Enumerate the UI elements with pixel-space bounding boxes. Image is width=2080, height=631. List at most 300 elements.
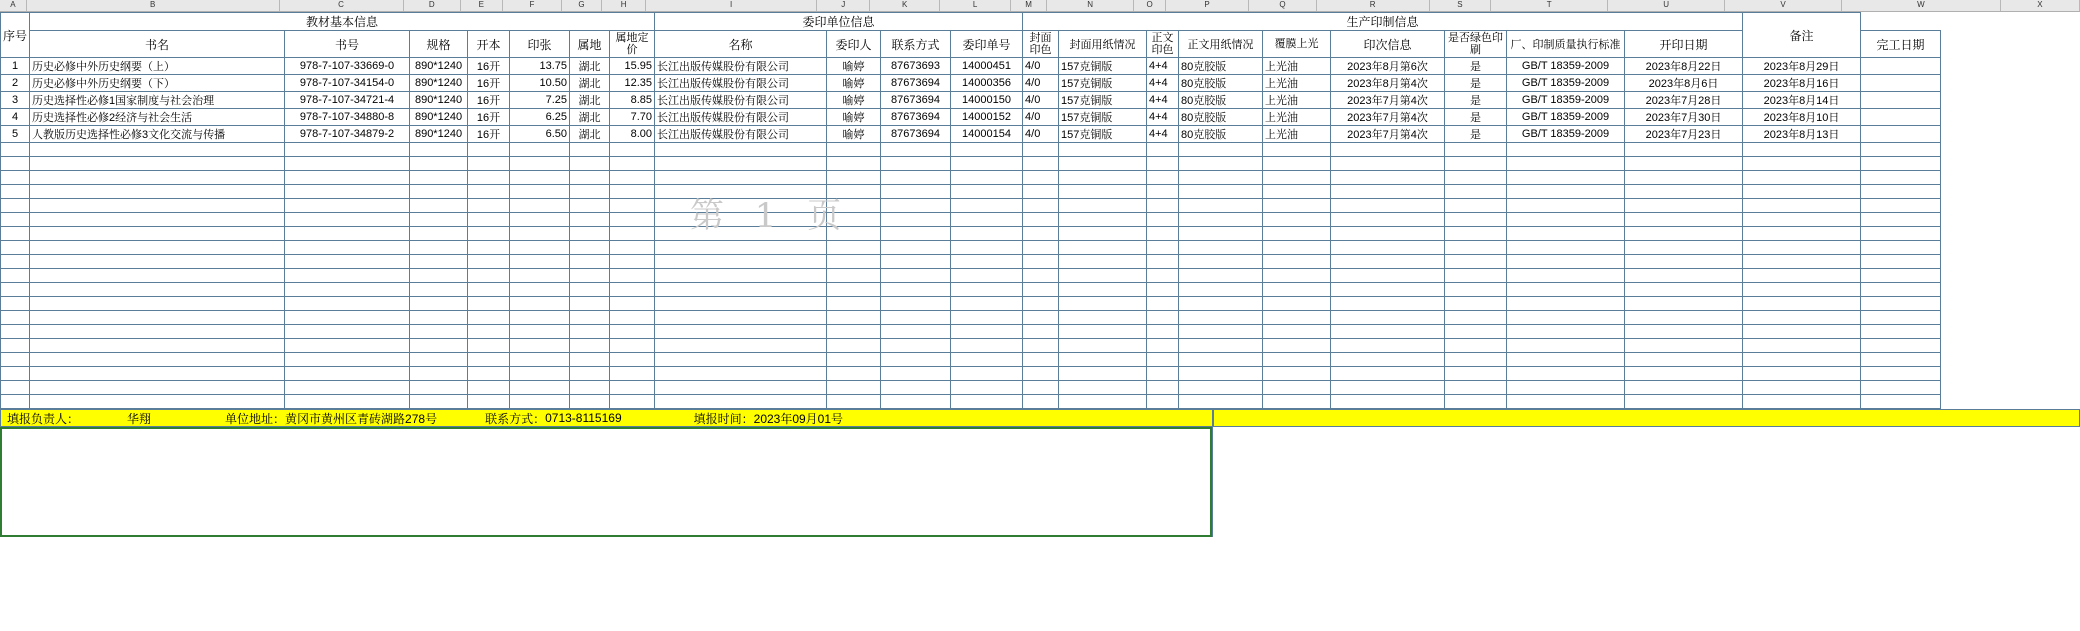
cell-empty[interactable]	[1, 157, 30, 171]
cell-empty[interactable]	[1507, 339, 1625, 353]
column-header-N[interactable]: N	[1047, 0, 1134, 11]
cell-local-price[interactable]: 8.00	[610, 126, 655, 143]
cell-empty[interactable]	[468, 297, 510, 311]
cell-empty[interactable]	[285, 213, 410, 227]
cell-empty[interactable]	[1331, 241, 1445, 255]
cell-client-name[interactable]: 长江出版传媒股份有限公司	[655, 126, 827, 143]
cell-remark[interactable]	[1861, 126, 1941, 143]
cell-empty[interactable]	[30, 241, 285, 255]
cell-empty[interactable]	[468, 143, 510, 157]
cell-contact[interactable]: 87673694	[881, 75, 951, 92]
cell-contact[interactable]: 87673694	[881, 92, 951, 109]
cell-empty[interactable]	[570, 283, 610, 297]
column-header-P[interactable]: P	[1166, 0, 1249, 11]
cell-empty[interactable]	[285, 143, 410, 157]
cell-empty[interactable]	[1263, 311, 1331, 325]
table-row[interactable]	[1, 75, 1941, 92]
cell-empty[interactable]	[285, 297, 410, 311]
cell-empty[interactable]	[1, 325, 30, 339]
cell-empty[interactable]	[951, 255, 1023, 269]
cell-empty[interactable]	[1023, 143, 1059, 157]
cell-empty[interactable]	[30, 171, 285, 185]
cell-empty[interactable]	[468, 255, 510, 269]
cell-empty[interactable]	[610, 339, 655, 353]
cell-empty[interactable]	[1023, 213, 1059, 227]
cell-empty[interactable]	[468, 213, 510, 227]
cell-empty[interactable]	[1179, 297, 1263, 311]
cell-local-price[interactable]: 12.35	[610, 75, 655, 92]
cell-empty[interactable]	[1507, 199, 1625, 213]
table-row-empty[interactable]	[1, 143, 1941, 157]
cell-empty[interactable]	[468, 339, 510, 353]
cell-sheets[interactable]: 7.25	[510, 92, 570, 109]
cell-empty[interactable]	[881, 185, 951, 199]
cell-empty[interactable]	[1263, 297, 1331, 311]
cell-empty[interactable]	[1445, 143, 1507, 157]
cell-empty[interactable]	[1625, 241, 1743, 255]
cell-empty[interactable]	[510, 325, 570, 339]
cell-empty[interactable]	[1, 395, 30, 409]
cell-empty[interactable]	[951, 367, 1023, 381]
cell-empty[interactable]	[1, 185, 30, 199]
cell-empty[interactable]	[570, 255, 610, 269]
cell-empty[interactable]	[827, 227, 881, 241]
cell-empty[interactable]	[1445, 297, 1507, 311]
cell-empty[interactable]	[881, 339, 951, 353]
cell-empty[interactable]	[1861, 157, 1941, 171]
column-header-row[interactable]	[0, 0, 2080, 12]
cell-empty[interactable]	[285, 311, 410, 325]
cell-empty[interactable]	[1445, 171, 1507, 185]
cell-empty[interactable]	[570, 311, 610, 325]
cell-empty[interactable]	[1445, 199, 1507, 213]
cell-book-name[interactable]: 历史选择性必修1国家制度与社会治理	[30, 92, 285, 109]
cell-book-name[interactable]: 人教版历史选择性必修3文化交流与传播	[30, 126, 285, 143]
cell-empty[interactable]	[1331, 185, 1445, 199]
cell-empty[interactable]	[30, 367, 285, 381]
cell-green-print[interactable]: 是	[1445, 109, 1507, 126]
cell-seq[interactable]: 1	[1, 58, 30, 75]
table-row-empty[interactable]	[1, 227, 1941, 241]
cell-empty[interactable]	[1331, 297, 1445, 311]
cell-book-number[interactable]: 978-7-107-34879-2	[285, 126, 410, 143]
cell-empty[interactable]	[410, 325, 468, 339]
cell-empty[interactable]	[510, 255, 570, 269]
table-row-empty[interactable]	[1, 283, 1941, 297]
cell-agent[interactable]: 喻婷	[827, 109, 881, 126]
cell-empty[interactable]	[1059, 255, 1147, 269]
cell-empty[interactable]	[1, 255, 30, 269]
cell-empty[interactable]	[570, 395, 610, 409]
cell-empty[interactable]	[570, 367, 610, 381]
cell-empty[interactable]	[1625, 255, 1743, 269]
cell-empty[interactable]	[1, 311, 30, 325]
cell-empty[interactable]	[1, 143, 30, 157]
cell-order-no[interactable]: 14000152	[951, 109, 1023, 126]
cell-empty[interactable]	[1625, 325, 1743, 339]
cell-empty[interactable]	[510, 199, 570, 213]
cell-book-number[interactable]: 978-7-107-34721-4	[285, 92, 410, 109]
cell-empty[interactable]	[468, 395, 510, 409]
cell-empty[interactable]	[1147, 381, 1179, 395]
cell-format[interactable]: 16开	[468, 58, 510, 75]
cell-cover-color[interactable]: 4/0	[1023, 75, 1059, 92]
cell-local-price[interactable]: 15.95	[610, 58, 655, 75]
cell-empty[interactable]	[285, 241, 410, 255]
column-header-E[interactable]: E	[461, 0, 503, 11]
cell-empty[interactable]	[410, 227, 468, 241]
cell-empty[interactable]	[410, 157, 468, 171]
column-header-I[interactable]: I	[646, 0, 817, 11]
cell-spec[interactable]: 890*1240	[410, 75, 468, 92]
cell-agent[interactable]: 喻婷	[827, 92, 881, 109]
cell-empty[interactable]	[1861, 297, 1941, 311]
cell-empty[interactable]	[30, 283, 285, 297]
cell-empty[interactable]	[1023, 227, 1059, 241]
cell-empty[interactable]	[1331, 339, 1445, 353]
cell-empty[interactable]	[570, 339, 610, 353]
cell-empty[interactable]	[1179, 185, 1263, 199]
cell-finish-date[interactable]: 2023年8月13日	[1743, 126, 1861, 143]
cell-cover-paper[interactable]: 157克铜版	[1059, 126, 1147, 143]
cell-empty[interactable]	[610, 157, 655, 171]
cell-empty[interactable]	[410, 311, 468, 325]
cell-contact[interactable]: 87673694	[881, 126, 951, 143]
cell-empty[interactable]	[1023, 199, 1059, 213]
cell-client-name[interactable]: 长江出版传媒股份有限公司	[655, 58, 827, 75]
cell-empty[interactable]	[1179, 171, 1263, 185]
cell-empty[interactable]	[1331, 269, 1445, 283]
cell-book-number[interactable]: 978-7-107-34880-8	[285, 109, 410, 126]
cell-empty[interactable]	[1, 297, 30, 311]
cell-empty[interactable]	[510, 157, 570, 171]
cell-empty[interactable]	[881, 311, 951, 325]
cell-empty[interactable]	[30, 269, 285, 283]
cell-empty[interactable]	[410, 339, 468, 353]
cell-book-number[interactable]: 978-7-107-33669-0	[285, 58, 410, 75]
cell-empty[interactable]	[1059, 283, 1147, 297]
cell-empty[interactable]	[30, 143, 285, 157]
cell-empty[interactable]	[1507, 227, 1625, 241]
cell-start-date[interactable]: 2023年8月22日	[1625, 58, 1743, 75]
cell-green-print[interactable]: 是	[1445, 58, 1507, 75]
cell-empty[interactable]	[510, 395, 570, 409]
cell-spec[interactable]: 890*1240	[410, 58, 468, 75]
cell-empty[interactable]	[951, 157, 1023, 171]
cell-empty[interactable]	[1861, 381, 1941, 395]
cell-empty[interactable]	[1, 381, 30, 395]
cell-empty[interactable]	[1147, 395, 1179, 409]
cell-empty[interactable]	[1147, 325, 1179, 339]
cell-empty[interactable]	[1263, 157, 1331, 171]
cell-empty[interactable]	[610, 143, 655, 157]
cell-empty[interactable]	[1445, 325, 1507, 339]
cell-empty[interactable]	[1861, 325, 1941, 339]
cell-empty[interactable]	[468, 353, 510, 367]
cell-empty[interactable]	[1625, 297, 1743, 311]
cell-empty[interactable]	[1861, 143, 1941, 157]
cell-empty[interactable]	[1023, 381, 1059, 395]
cell-empty[interactable]	[410, 241, 468, 255]
cell-empty[interactable]	[30, 227, 285, 241]
cell-empty[interactable]	[468, 283, 510, 297]
cell-empty[interactable]	[30, 185, 285, 199]
cell-empty[interactable]	[881, 325, 951, 339]
cell-empty[interactable]	[881, 171, 951, 185]
cell-empty[interactable]	[1507, 381, 1625, 395]
cell-empty[interactable]	[1, 199, 30, 213]
cell-empty[interactable]	[827, 367, 881, 381]
cell-empty[interactable]	[285, 171, 410, 185]
cell-empty[interactable]	[1059, 311, 1147, 325]
cell-empty[interactable]	[1023, 353, 1059, 367]
cell-empty[interactable]	[1743, 269, 1861, 283]
cell-empty[interactable]	[951, 185, 1023, 199]
cell-start-date[interactable]: 2023年8月6日	[1625, 75, 1743, 92]
cell-empty[interactable]	[655, 367, 827, 381]
column-header-G[interactable]: G	[562, 0, 602, 11]
cell-empty[interactable]	[1743, 353, 1861, 367]
cell-empty[interactable]	[510, 283, 570, 297]
cell-empty[interactable]	[1861, 241, 1941, 255]
cell-empty[interactable]	[1179, 157, 1263, 171]
cell-empty[interactable]	[468, 157, 510, 171]
cell-remark[interactable]	[1861, 75, 1941, 92]
cell-empty[interactable]	[1147, 269, 1179, 283]
cell-empty[interactable]	[610, 171, 655, 185]
cell-empty[interactable]	[827, 185, 881, 199]
cell-empty[interactable]	[881, 283, 951, 297]
cell-empty[interactable]	[1263, 213, 1331, 227]
cell-empty[interactable]	[468, 185, 510, 199]
cell-empty[interactable]	[655, 227, 827, 241]
cell-empty[interactable]	[827, 157, 881, 171]
cell-empty[interactable]	[655, 157, 827, 171]
cell-empty[interactable]	[510, 339, 570, 353]
cell-empty[interactable]	[1507, 395, 1625, 409]
cell-empty[interactable]	[1743, 227, 1861, 241]
cell-empty[interactable]	[1, 171, 30, 185]
cell-empty[interactable]	[468, 311, 510, 325]
column-header-J[interactable]: J	[817, 0, 871, 11]
table-row[interactable]	[1, 126, 1941, 143]
cell-empty[interactable]	[1179, 143, 1263, 157]
cell-empty[interactable]	[510, 297, 570, 311]
cell-empty[interactable]	[655, 213, 827, 227]
cell-empty[interactable]	[1861, 269, 1941, 283]
notes-box[interactable]	[0, 427, 1212, 537]
cell-empty[interactable]	[285, 185, 410, 199]
cell-empty[interactable]	[1625, 339, 1743, 353]
cell-empty[interactable]	[30, 339, 285, 353]
cell-empty[interactable]	[570, 353, 610, 367]
cell-start-date[interactable]: 2023年7月30日	[1625, 109, 1743, 126]
cell-empty[interactable]	[1507, 297, 1625, 311]
cell-print-batch[interactable]: 2023年8月第4次	[1331, 75, 1445, 92]
cell-empty[interactable]	[610, 311, 655, 325]
cell-book-name[interactable]: 历史必修中外历史纲要（下）	[30, 75, 285, 92]
cell-client-name[interactable]: 长江出版传媒股份有限公司	[655, 75, 827, 92]
cell-empty[interactable]	[1059, 227, 1147, 241]
cell-empty[interactable]	[1331, 157, 1445, 171]
table-row-empty[interactable]	[1, 199, 1941, 213]
cell-cover-paper[interactable]: 157克铜版	[1059, 58, 1147, 75]
cell-empty[interactable]	[30, 325, 285, 339]
cell-empty[interactable]	[1743, 367, 1861, 381]
cell-empty[interactable]	[827, 339, 881, 353]
cell-empty[interactable]	[1179, 199, 1263, 213]
cell-cover-color[interactable]: 4/0	[1023, 58, 1059, 75]
cell-empty[interactable]	[1023, 339, 1059, 353]
cell-empty[interactable]	[1445, 255, 1507, 269]
cell-empty[interactable]	[655, 185, 827, 199]
cell-empty[interactable]	[1743, 199, 1861, 213]
cell-client-name[interactable]: 长江出版传媒股份有限公司	[655, 109, 827, 126]
cell-empty[interactable]	[468, 367, 510, 381]
cell-order-no[interactable]: 14000356	[951, 75, 1023, 92]
cell-empty[interactable]	[1625, 185, 1743, 199]
cell-empty[interactable]	[610, 255, 655, 269]
cell-finish-date[interactable]: 2023年8月10日	[1743, 109, 1861, 126]
cell-empty[interactable]	[881, 255, 951, 269]
column-header-C[interactable]: C	[280, 0, 404, 11]
cell-empty[interactable]	[1023, 325, 1059, 339]
cell-empty[interactable]	[1147, 213, 1179, 227]
cell-print-batch[interactable]: 2023年8月第6次	[1331, 58, 1445, 75]
table-row-empty[interactable]	[1, 367, 1941, 381]
cell-sheets[interactable]: 10.50	[510, 75, 570, 92]
cell-empty[interactable]	[1, 283, 30, 297]
cell-empty[interactable]	[285, 339, 410, 353]
cell-empty[interactable]	[655, 381, 827, 395]
cell-empty[interactable]	[570, 157, 610, 171]
cell-empty[interactable]	[827, 325, 881, 339]
cell-empty[interactable]	[655, 199, 827, 213]
cell-empty[interactable]	[1023, 395, 1059, 409]
cell-empty[interactable]	[1059, 381, 1147, 395]
cell-empty[interactable]	[610, 213, 655, 227]
cell-empty[interactable]	[285, 325, 410, 339]
cell-empty[interactable]	[1147, 171, 1179, 185]
cell-empty[interactable]	[1743, 395, 1861, 409]
cell-empty[interactable]	[285, 395, 410, 409]
cell-empty[interactable]	[1743, 339, 1861, 353]
cell-empty[interactable]	[285, 199, 410, 213]
cell-empty[interactable]	[951, 311, 1023, 325]
cell-empty[interactable]	[610, 227, 655, 241]
cell-empty[interactable]	[1023, 185, 1059, 199]
cell-empty[interactable]	[510, 213, 570, 227]
cell-empty[interactable]	[1179, 367, 1263, 381]
cell-empty[interactable]	[1331, 395, 1445, 409]
cell-empty[interactable]	[1147, 311, 1179, 325]
cell-empty[interactable]	[655, 143, 827, 157]
cell-empty[interactable]	[30, 213, 285, 227]
cell-empty[interactable]	[285, 381, 410, 395]
cell-empty[interactable]	[655, 395, 827, 409]
cell-empty[interactable]	[570, 171, 610, 185]
cell-empty[interactable]	[655, 255, 827, 269]
cell-finish-date[interactable]: 2023年8月29日	[1743, 58, 1861, 75]
column-header-D[interactable]: D	[404, 0, 462, 11]
cell-empty[interactable]	[1625, 353, 1743, 367]
cell-seq[interactable]: 5	[1, 126, 30, 143]
cell-empty[interactable]	[285, 157, 410, 171]
cell-empty[interactable]	[1023, 241, 1059, 255]
cell-empty[interactable]	[655, 297, 827, 311]
cell-empty[interactable]	[655, 171, 827, 185]
cell-empty[interactable]	[410, 353, 468, 367]
cell-empty[interactable]	[410, 381, 468, 395]
cell-empty[interactable]	[1861, 367, 1941, 381]
cell-empty[interactable]	[827, 269, 881, 283]
cell-empty[interactable]	[1625, 283, 1743, 297]
cell-empty[interactable]	[1147, 255, 1179, 269]
cell-empty[interactable]	[1, 367, 30, 381]
cell-empty[interactable]	[1179, 283, 1263, 297]
cell-empty[interactable]	[410, 143, 468, 157]
cell-empty[interactable]	[1147, 227, 1179, 241]
cell-empty[interactable]	[410, 367, 468, 381]
cell-empty[interactable]	[1445, 185, 1507, 199]
cell-empty[interactable]	[1147, 157, 1179, 171]
cell-empty[interactable]	[1331, 381, 1445, 395]
cell-empty[interactable]	[285, 353, 410, 367]
cell-empty[interactable]	[1331, 353, 1445, 367]
cell-client-name[interactable]: 长江出版传媒股份有限公司	[655, 92, 827, 109]
cell-empty[interactable]	[655, 311, 827, 325]
cell-empty[interactable]	[1861, 311, 1941, 325]
cell-start-date[interactable]: 2023年7月28日	[1625, 92, 1743, 109]
table-row-empty[interactable]	[1, 381, 1941, 395]
cell-empty[interactable]	[1059, 157, 1147, 171]
cell-empty[interactable]	[1, 213, 30, 227]
cell-empty[interactable]	[570, 227, 610, 241]
cell-empty[interactable]	[1507, 311, 1625, 325]
cell-empty[interactable]	[827, 213, 881, 227]
cell-empty[interactable]	[1331, 171, 1445, 185]
cell-empty[interactable]	[951, 283, 1023, 297]
cell-text-color[interactable]: 4+4	[1147, 75, 1179, 92]
cell-empty[interactable]	[1147, 143, 1179, 157]
cell-local-price[interactable]: 7.70	[610, 109, 655, 126]
cell-empty[interactable]	[30, 255, 285, 269]
cell-empty[interactable]	[827, 353, 881, 367]
cell-empty[interactable]	[1263, 325, 1331, 339]
column-header-F[interactable]: F	[503, 0, 562, 11]
cell-empty[interactable]	[1861, 213, 1941, 227]
cell-seq[interactable]: 4	[1, 109, 30, 126]
cell-empty[interactable]	[1179, 395, 1263, 409]
cell-format[interactable]: 16开	[468, 75, 510, 92]
cell-empty[interactable]	[827, 171, 881, 185]
cell-empty[interactable]	[1023, 157, 1059, 171]
cell-print-batch[interactable]: 2023年7月第4次	[1331, 109, 1445, 126]
cell-empty[interactable]	[1507, 367, 1625, 381]
cell-empty[interactable]	[410, 185, 468, 199]
cell-empty[interactable]	[1059, 395, 1147, 409]
table-row-empty[interactable]	[1, 353, 1941, 367]
cell-empty[interactable]	[410, 269, 468, 283]
cell-empty[interactable]	[655, 325, 827, 339]
cell-empty[interactable]	[570, 241, 610, 255]
cell-empty[interactable]	[1507, 269, 1625, 283]
cell-cover-paper[interactable]: 157克铜版	[1059, 75, 1147, 92]
cell-text-paper[interactable]: 80克胶版	[1179, 75, 1263, 92]
cell-empty[interactable]	[1445, 269, 1507, 283]
cell-empty[interactable]	[30, 199, 285, 213]
cell-empty[interactable]	[570, 199, 610, 213]
